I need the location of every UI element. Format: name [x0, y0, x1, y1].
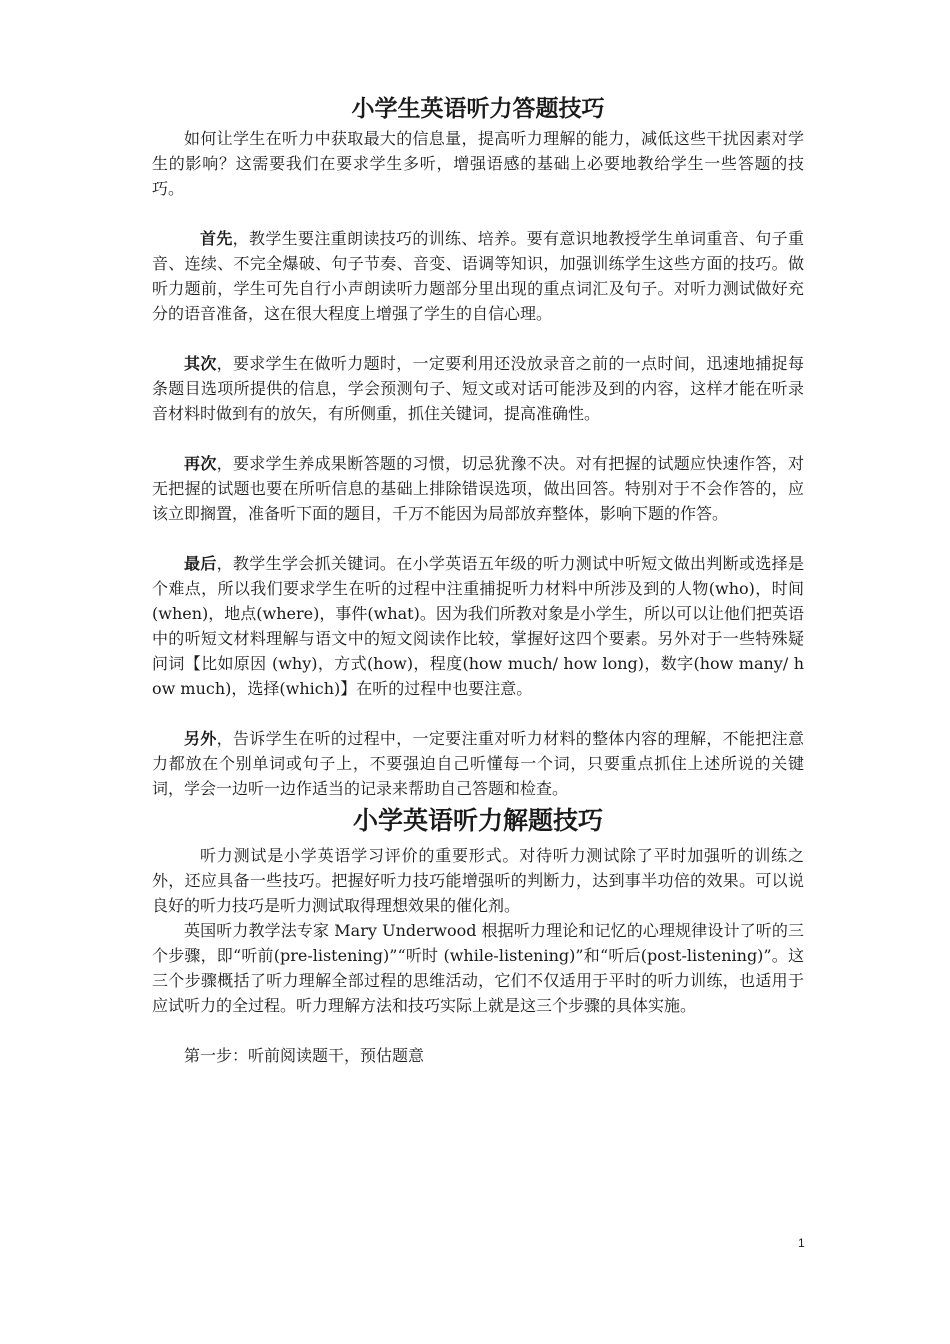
- paragraph-last: [152, 551, 804, 701]
- paragraph-first: [152, 226, 804, 326]
- paragraph-lead: 首先: [200, 229, 233, 248]
- section-paragraph: 听力测试是小学英语学习评价的重要形式。对待听力测试除了平时加强听的训练之外，还应具备一些技巧。把握好听力技巧能增强听的判断力，达到事半功倍的效果。可以说良好的听力技巧是听力测试取得理想效果的催化剂。: [152, 846, 804, 915]
- paragraph-text: ，教学生要注重朗读技巧的训练、培养。要有意识地教授学生单词重音、句子重音、连续、不完全爆破、句子节奏、音变、语调等知识，加强训练学生这些方面的技巧。做听力题前，学生可先自行小声朗读听力题部分里出现的重点词汇及句子。对听力测试做好充分的语音准备，这在很大程度上增强了学生的自信心理。: [152, 229, 804, 323]
- section-paragraph: 英国听力教学法专家 Mary Underwood 根据听力理论和记忆的心理规律设计了听的三个步骤，即“听前(pre-listening)”“听时 (while-listening)”和“听后(post-listening)”。这三个步骤概括了听力理解全部过程的思维活动，它们不仅适用于平时的听力训练，也适用于应试听力的全过程。听力理解方法和技巧实际上就是这三个步骤的具体实施。: [152, 921, 804, 1015]
- paragraph-text: ，要求学生在做听力题时，一定要利用还没放录音之前的一点时间，迅速地捕捉每条题目选项所提供的信息，学会预测句子、短文或对话可能涉及到的内容，这样才能在听录音材料时做到有的放矢，有所侧重，抓住关键词，提高准确性。: [152, 354, 804, 423]
- paragraph-lead: 最后: [184, 554, 217, 573]
- page-number: 1: [798, 1236, 805, 1250]
- intro-paragraph: 如何让学生在听力中获取最大的信息量，提高听力理解的能力，减低这些干扰因素对学生的影响？这需要我们在要求学生多听，增强语感的基础上必要地教给学生一些答题的技巧。: [152, 129, 804, 198]
- paragraph-lead: 再次: [184, 454, 217, 473]
- paragraph-text: ，要求学生养成果断答题的习惯，切忌犹豫不决。对有把握的试题应快速作答，对无把握的试题也要在所听信息的基础上排除错误选项，做出回答。特别对于不会作答的，应该立即搁置，准备听下面的题目，千万不能因为局部放弃整体，影响下题的作答。: [152, 454, 804, 523]
- paragraph-lead: 另外: [184, 729, 217, 748]
- paragraph-text: ，告诉学生在听的过程中，一定要注重对听力材料的整体内容的理解，不能把注意力都放在个别单词或句子上，不要强迫自己听懂每一个词，只要重点抓住上述所说的关键词，学会一边听一边作适当的记录来帮助自己答题和检查。: [152, 729, 804, 798]
- step-heading: 第一步：听前阅读题干，预估题意: [184, 1046, 425, 1065]
- paragraph-second: [152, 351, 804, 426]
- paragraph-lead: 其次: [184, 354, 217, 373]
- section-title: 小学英语听力解题技巧: [352, 806, 603, 835]
- document-title: 小学生英语听力答题技巧: [351, 96, 605, 122]
- paragraph-text: ，教学生学会抓关键词。在小学英语五年级的听力测试中听短文做出判断或选择是个难点，所以我们要求学生在听的过程中注重捕捉听力材料中所涉及到的人物(who)，时间(when)，地点(where)，事件(what)。因为我们所教对象是小学生，所以可以让他们把英语中的听短文材料理解与语文中的短文阅读作比较，掌握好这四个要素。另外对于一些特殊疑问词【比如原因 (why)，方式(how)，程度(how much/ how long)，数字(how many/ how much)，选择(which)】在听的过程中也要注意。: [152, 554, 804, 698]
- paragraph-additional: [152, 726, 804, 801]
- document-page: [152, 92, 804, 1068]
- paragraph-third: [152, 451, 804, 526]
